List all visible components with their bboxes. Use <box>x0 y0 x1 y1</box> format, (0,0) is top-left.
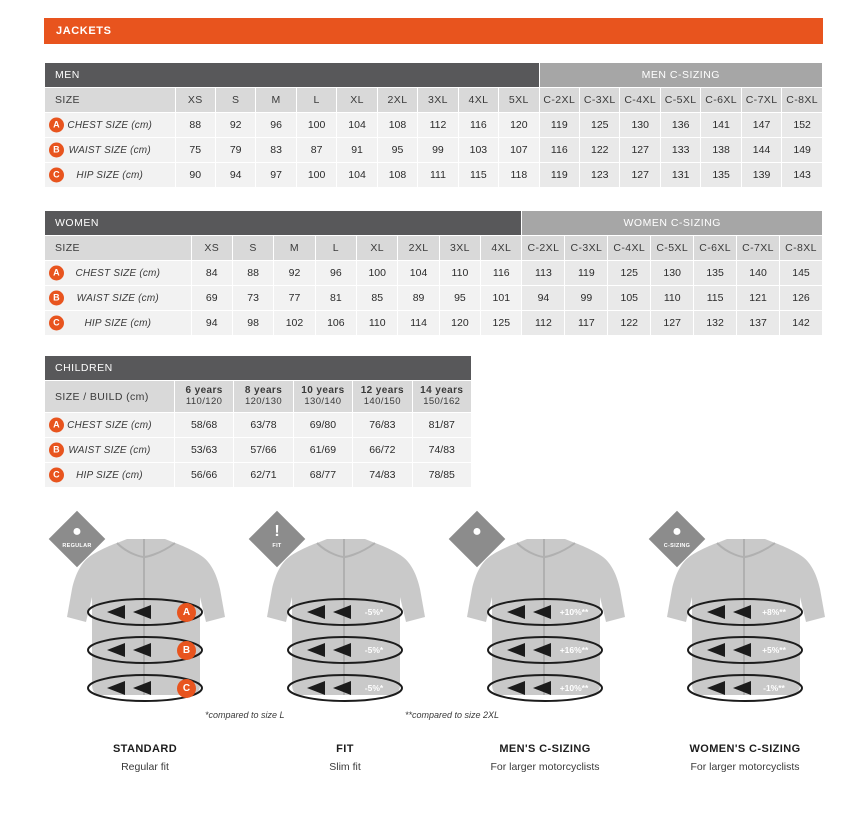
table-cell: 66/72 <box>353 438 412 463</box>
table-cell-csizing: 139 <box>741 163 781 188</box>
table-cell: 58/68 <box>174 413 233 438</box>
fit-figure-3 <box>405 505 645 805</box>
table-cell: 88 <box>175 113 215 138</box>
table-cell-csizing: 125 <box>580 113 620 138</box>
women-size-col-s: S <box>232 236 273 261</box>
table-cell: 103 <box>458 138 498 163</box>
table-cell: 87 <box>296 138 336 163</box>
men-size-col-xs: XS <box>175 88 215 113</box>
table-cell: 96 <box>315 261 356 286</box>
table-cell-csizing: 140 <box>737 261 780 286</box>
table-cell: 108 <box>377 113 417 138</box>
table-cell-csizing: 141 <box>701 113 741 138</box>
table-cell: 110 <box>357 311 398 336</box>
table-cell-csizing: 121 <box>737 286 780 311</box>
table-cell: 90 <box>175 163 215 188</box>
table-cell-csizing: 122 <box>608 311 651 336</box>
fit-title: WOMEN'S C-SIZING <box>689 743 801 755</box>
fit-badge-glyph: ● <box>472 523 482 540</box>
table-cell: 110 <box>439 261 480 286</box>
children-row-label: A CHEST SIZE (cm) <box>45 413 175 438</box>
men-csize-col-c-7xl: C-7XL <box>741 88 781 113</box>
women-size-col-xl: XL <box>357 236 398 261</box>
table-cell-csizing: 123 <box>580 163 620 188</box>
table-cell-csizing: 113 <box>522 261 565 286</box>
women-csize-col-c-3xl: C-3XL <box>565 236 608 261</box>
table-cell: 85 <box>357 286 398 311</box>
women-size-col-l: L <box>315 236 356 261</box>
table-cell: 77 <box>274 286 315 311</box>
table-cell: 79 <box>215 138 255 163</box>
table-cell: 81/87 <box>412 413 471 438</box>
table-cell: 92 <box>215 113 255 138</box>
fit-badge-label: C-SIZING <box>663 543 691 549</box>
table-cell-csizing: 142 <box>780 311 823 336</box>
table-cell-csizing: 115 <box>694 286 737 311</box>
table-cell-csizing: 117 <box>565 311 608 336</box>
women-size-col-m: M <box>274 236 315 261</box>
table-cell: 69/80 <box>293 413 352 438</box>
table-cell: 94 <box>191 311 232 336</box>
table-cell: 100 <box>296 113 336 138</box>
men-size-col-l: L <box>296 88 336 113</box>
table-cell: 95 <box>377 138 417 163</box>
men-csize-col-c-5xl: C-5XL <box>660 88 700 113</box>
table-cell-csizing: 99 <box>565 286 608 311</box>
table-cell: 84 <box>191 261 232 286</box>
table-cell: 74/83 <box>353 463 412 488</box>
women-size-col-xs: XS <box>191 236 232 261</box>
bullet-c-icon: C <box>49 316 64 331</box>
men-csize-col-c-2xl: C-2XL <box>539 88 579 113</box>
fit-badge-label: REGULAR <box>62 543 92 549</box>
table-row <box>45 438 472 463</box>
children-age-col: 6 years 110/120 <box>174 381 233 413</box>
table-row <box>45 413 472 438</box>
table-cell: 61/69 <box>293 438 352 463</box>
women-row-label: C HIP SIZE (cm) <box>45 311 192 336</box>
table-cell: 120 <box>499 113 539 138</box>
table-cell: 99 <box>418 138 458 163</box>
children-row-label: C HIP SIZE (cm) <box>45 463 175 488</box>
measure-marker-2: -5%* <box>364 645 384 655</box>
table-cell: 94 <box>215 163 255 188</box>
table-cell-csizing: 138 <box>701 138 741 163</box>
jackets-banner: JACKETS <box>44 18 823 44</box>
table-cell-csizing: 130 <box>620 113 660 138</box>
table-cell-csizing: 149 <box>782 138 823 163</box>
table-cell: 100 <box>296 163 336 188</box>
fit-title: MEN'S C-SIZING <box>499 743 591 755</box>
table-cell: 75 <box>175 138 215 163</box>
table-cell-csizing: 112 <box>522 311 565 336</box>
men-section-header: MEN <box>45 63 540 88</box>
bullet-a-icon: A <box>49 118 64 133</box>
table-cell: 114 <box>398 311 439 336</box>
table-cell: 63/78 <box>234 413 293 438</box>
table-cell: 95 <box>439 286 480 311</box>
fit-badge-glyph: ● <box>72 523 82 540</box>
children-age-col: 12 years 140/150 <box>353 381 412 413</box>
measure-marker-b: B <box>177 641 196 660</box>
men-size-col-4xl: 4XL <box>458 88 498 113</box>
table-cell-csizing: 125 <box>608 261 651 286</box>
children-row-label: B WAIST SIZE (cm) <box>45 438 175 463</box>
fit-subtitle: Slim fit <box>329 761 361 773</box>
table-cell: 83 <box>256 138 296 163</box>
women-size-label: SIZE <box>45 236 192 261</box>
men-csizing-header: MEN C-SIZING <box>539 63 822 88</box>
table-row <box>45 138 823 163</box>
fit-figure-2 <box>205 505 445 805</box>
table-cell: 81 <box>315 286 356 311</box>
table-cell-csizing: 116 <box>539 138 579 163</box>
women-csize-col-c-7xl: C-7XL <box>737 236 780 261</box>
men-row-label: A CHEST SIZE (cm) <box>45 113 176 138</box>
table-cell-csizing: 127 <box>651 311 694 336</box>
table-cell-csizing: 152 <box>782 113 823 138</box>
women-row-label: A CHEST SIZE (cm) <box>45 261 192 286</box>
table-cell-csizing: 133 <box>660 138 700 163</box>
table-cell-csizing: 137 <box>737 311 780 336</box>
women-csizing-header: WOMEN C-SIZING <box>522 211 823 236</box>
men-csize-col-c-4xl: C-4XL <box>620 88 660 113</box>
table-cell-csizing: 135 <box>701 163 741 188</box>
men-size-col-2xl: 2XL <box>377 88 417 113</box>
table-cell-csizing: 135 <box>694 261 737 286</box>
table-cell-csizing: 119 <box>565 261 608 286</box>
measure-marker-1: -5%* <box>364 607 384 617</box>
table-cell: 74/83 <box>412 438 471 463</box>
measure-marker-1: +10%** <box>559 607 589 617</box>
table-row <box>45 163 823 188</box>
table-cell: 62/71 <box>234 463 293 488</box>
measure-marker-c: C <box>177 679 196 698</box>
table-cell: 112 <box>418 113 458 138</box>
table-row <box>45 463 472 488</box>
women-size-table <box>44 210 823 336</box>
table-cell: 108 <box>377 163 417 188</box>
women-section-header: WOMEN <box>45 211 522 236</box>
table-cell: 120 <box>439 311 480 336</box>
table-cell: 104 <box>398 261 439 286</box>
table-cell: 69 <box>191 286 232 311</box>
women-csize-col-c-5xl: C-5XL <box>651 236 694 261</box>
children-age-col: 8 years 120/130 <box>234 381 293 413</box>
table-cell: 107 <box>499 138 539 163</box>
fit-badge-glyph: ● <box>672 523 682 540</box>
table-cell: 89 <box>398 286 439 311</box>
table-cell: 100 <box>357 261 398 286</box>
measure-marker-1: +8%** <box>762 607 786 617</box>
women-row-label: B WAIST SIZE (cm) <box>45 286 192 311</box>
bullet-c-icon: C <box>49 468 64 483</box>
women-csize-col-c-4xl: C-4XL <box>608 236 651 261</box>
women-csize-col-c-2xl: C-2XL <box>522 236 565 261</box>
men-csize-col-c-6xl: C-6XL <box>701 88 741 113</box>
men-size-col-5xl: 5XL <box>499 88 539 113</box>
measure-marker-3: -1%** <box>763 683 785 693</box>
children-size-label: SIZE / BUILD (cm) <box>45 381 175 413</box>
women-csize-col-c-6xl: C-6XL <box>694 236 737 261</box>
table-cell-csizing: 127 <box>620 163 660 188</box>
bullet-b-icon: B <box>49 443 64 458</box>
table-cell: 91 <box>337 138 377 163</box>
bullet-b-icon: B <box>49 143 64 158</box>
table-cell-csizing: 143 <box>782 163 823 188</box>
table-row <box>45 311 823 336</box>
children-size-table <box>44 355 472 488</box>
table-cell: 104 <box>337 163 377 188</box>
fit-figure-1 <box>45 505 245 805</box>
table-cell-csizing: 94 <box>522 286 565 311</box>
men-csize-col-c-3xl: C-3XL <box>580 88 620 113</box>
bullet-a-icon: A <box>49 418 64 433</box>
measure-marker-2: +5%** <box>762 645 786 655</box>
table-cell: 118 <box>499 163 539 188</box>
men-size-col-m: M <box>256 88 296 113</box>
table-cell-csizing: 126 <box>780 286 823 311</box>
table-cell-csizing: 144 <box>741 138 781 163</box>
fit-figure-4 <box>645 505 845 805</box>
table-cell: 115 <box>458 163 498 188</box>
measure-marker-3: +10%** <box>559 683 589 693</box>
men-row-label: B WAIST SIZE (cm) <box>45 138 176 163</box>
table-cell-csizing: 132 <box>694 311 737 336</box>
measure-marker-a: A <box>177 603 196 622</box>
table-cell: 56/66 <box>174 463 233 488</box>
fit-title: FIT <box>336 743 354 755</box>
fit-note: *compared to size L <box>205 710 285 720</box>
fit-badge-glyph: ! <box>274 523 280 540</box>
children-age-col: 10 years 130/140 <box>293 381 352 413</box>
measure-marker-3: -5%* <box>364 683 384 693</box>
table-row <box>45 261 823 286</box>
table-cell: 116 <box>481 261 522 286</box>
table-cell: 111 <box>418 163 458 188</box>
table-cell-csizing: 145 <box>780 261 823 286</box>
men-csize-col-c-8xl: C-8XL <box>782 88 823 113</box>
table-row <box>45 113 823 138</box>
men-size-table <box>44 62 823 188</box>
fit-subtitle: For larger motorcyclists <box>490 761 600 773</box>
table-cell: 106 <box>315 311 356 336</box>
children-section-header: CHILDREN <box>45 356 472 381</box>
table-cell: 92 <box>274 261 315 286</box>
children-age-col: 14 years 150/162 <box>412 381 471 413</box>
table-cell: 96 <box>256 113 296 138</box>
table-cell-csizing: 119 <box>539 113 579 138</box>
table-row <box>45 286 823 311</box>
table-cell-csizing: 110 <box>651 286 694 311</box>
table-cell-csizing: 122 <box>580 138 620 163</box>
table-cell: 104 <box>337 113 377 138</box>
table-cell: 116 <box>458 113 498 138</box>
fit-note: **compared to size 2XL <box>405 710 500 720</box>
table-cell: 76/83 <box>353 413 412 438</box>
fit-subtitle: Regular fit <box>121 761 169 773</box>
table-cell: 78/85 <box>412 463 471 488</box>
table-cell: 98 <box>232 311 273 336</box>
men-size-col-xl: XL <box>337 88 377 113</box>
table-cell: 101 <box>481 286 522 311</box>
fit-title: STANDARD <box>112 743 178 755</box>
fit-subtitle: For larger motorcyclists <box>690 761 800 773</box>
table-cell: 97 <box>256 163 296 188</box>
table-cell: 57/66 <box>234 438 293 463</box>
men-size-label: SIZE <box>45 88 176 113</box>
table-cell-csizing: 105 <box>608 286 651 311</box>
table-cell-csizing: 130 <box>651 261 694 286</box>
women-size-col-3xl: 3XL <box>439 236 480 261</box>
table-cell: 88 <box>232 261 273 286</box>
women-csize-col-c-8xl: C-8XL <box>780 236 823 261</box>
men-size-col-s: S <box>215 88 255 113</box>
table-cell: 68/77 <box>293 463 352 488</box>
table-cell-csizing: 131 <box>660 163 700 188</box>
bullet-a-icon: A <box>49 266 64 281</box>
table-cell-csizing: 127 <box>620 138 660 163</box>
table-cell-csizing: 147 <box>741 113 781 138</box>
bullet-c-icon: C <box>49 168 64 183</box>
men-size-col-3xl: 3XL <box>418 88 458 113</box>
bullet-b-icon: B <box>49 291 64 306</box>
women-size-col-4xl: 4XL <box>481 236 522 261</box>
table-cell: 73 <box>232 286 273 311</box>
table-cell: 125 <box>481 311 522 336</box>
men-row-label: C HIP SIZE (cm) <box>45 163 176 188</box>
measure-marker-2: +16%** <box>559 645 589 655</box>
women-size-col-2xl: 2XL <box>398 236 439 261</box>
table-cell-csizing: 119 <box>539 163 579 188</box>
table-cell-csizing: 136 <box>660 113 700 138</box>
fit-figures <box>0 505 867 805</box>
fit-badge-label: FIT <box>272 543 282 549</box>
table-cell: 53/63 <box>174 438 233 463</box>
table-cell: 102 <box>274 311 315 336</box>
